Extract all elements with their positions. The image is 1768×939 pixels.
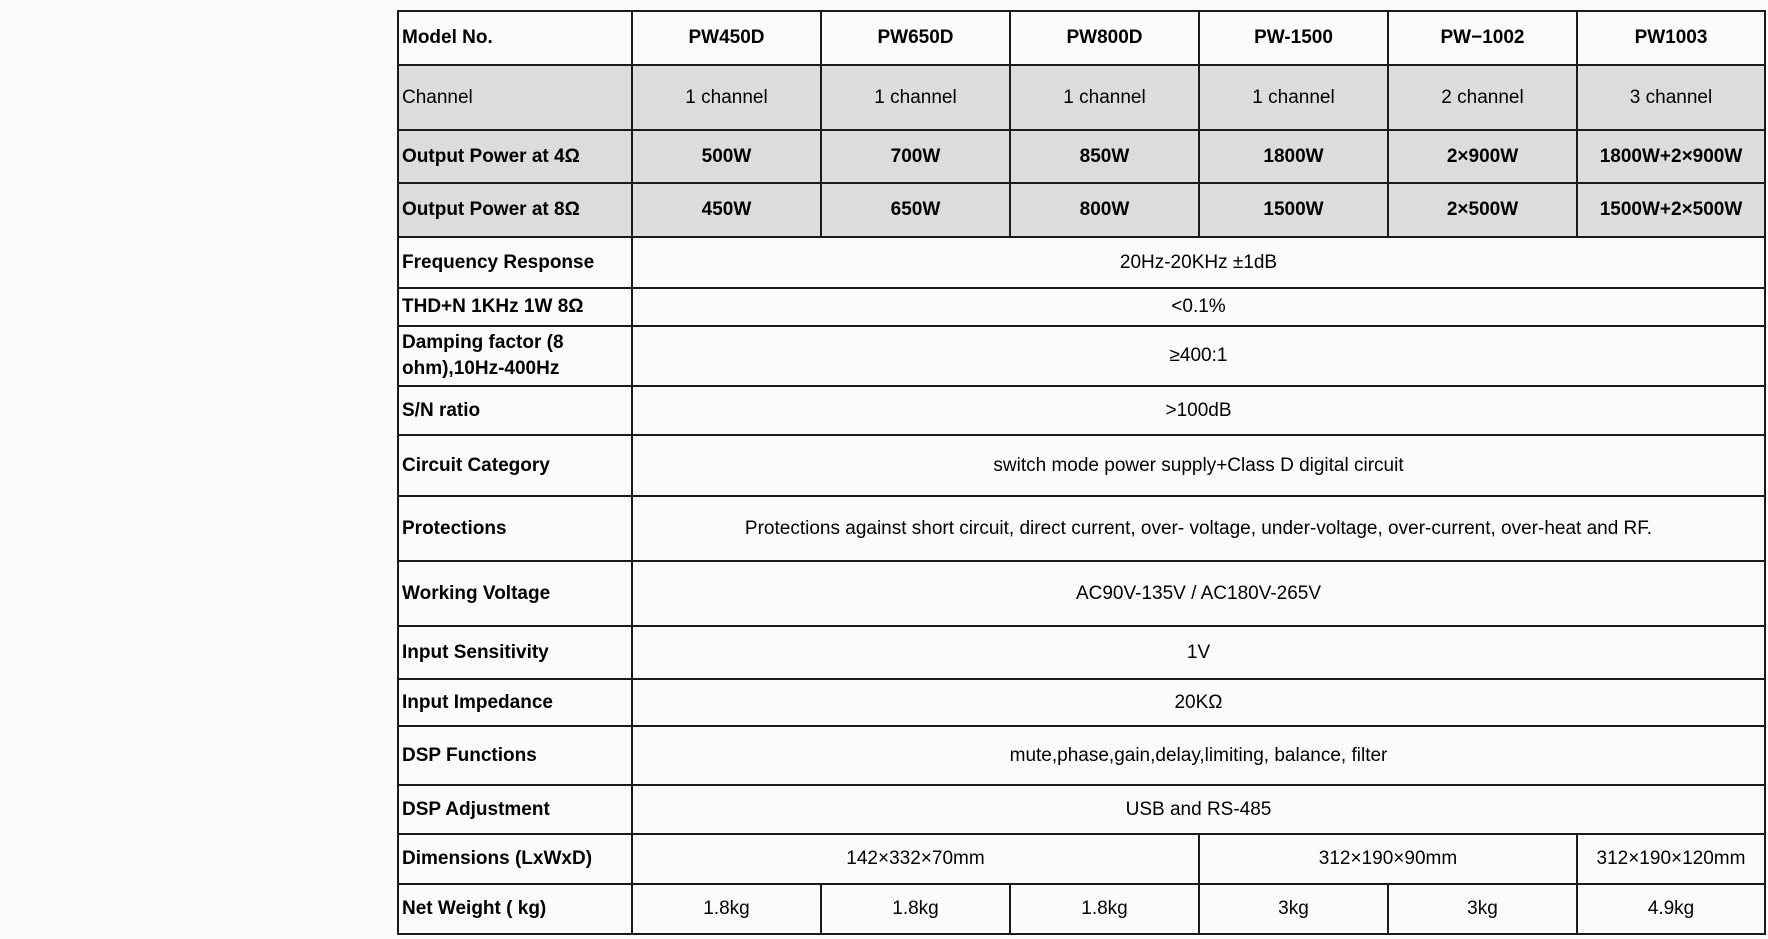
dimensions-value: 312×190×90mm — [1199, 834, 1577, 884]
row-dsp-adjustment — [398, 785, 1765, 834]
channel-cell: 1 channel — [821, 65, 1010, 130]
power4-cell: 1800W — [1199, 130, 1388, 183]
row-protections — [398, 496, 1765, 561]
channel-cell: 1 channel — [632, 65, 821, 130]
channel-cell: 3 channel — [1577, 65, 1765, 130]
circuit-value: switch mode power supply+Class D digital circuit — [632, 435, 1765, 496]
dimensions-label: Dimensions (LxWxD) — [398, 834, 632, 884]
model-pw800d: PW800D — [1010, 11, 1199, 65]
power8-cell: 1500W+2×500W — [1577, 183, 1765, 237]
power4-cell: 850W — [1010, 130, 1199, 183]
channel-cell: 1 channel — [1199, 65, 1388, 130]
impedance-label: Input Impedance — [398, 679, 632, 726]
power8-cell: 800W — [1010, 183, 1199, 237]
impedance-value: 20KΩ — [632, 679, 1765, 726]
weight-cell: 3kg — [1388, 884, 1577, 934]
row-frequency-response — [398, 237, 1765, 288]
dsp-adjust-value: USB and RS-485 — [632, 785, 1765, 834]
model-pw1003: PW1003 — [1577, 11, 1765, 65]
sensitivity-label: Input Sensitivity — [398, 626, 632, 679]
row-input-sensitivity — [398, 626, 1765, 679]
row-thd — [398, 288, 1765, 326]
row-power-4ohm — [398, 130, 1765, 183]
row-model — [398, 11, 1765, 65]
freq-label: Frequency Response — [398, 237, 632, 288]
weight-label: Net Weight ( kg) — [398, 884, 632, 934]
weight-cell: 1.8kg — [821, 884, 1010, 934]
row-channel — [398, 65, 1765, 130]
thd-value: <0.1% — [632, 288, 1765, 326]
voltage-value: AC90V-135V / AC180V-265V — [632, 561, 1765, 626]
dimensions-value: 312×190×120mm — [1577, 834, 1765, 884]
row-sn-ratio — [398, 386, 1765, 435]
protections-value: Protections against short circuit, direct current, over- voltage, under-voltage, over-current, over-heat and RF. — [632, 496, 1765, 561]
damping-value: ≥400:1 — [632, 326, 1765, 386]
power8-cell: 650W — [821, 183, 1010, 237]
row-working-voltage — [398, 561, 1765, 626]
sn-value: >100dB — [632, 386, 1765, 435]
row-damping — [398, 326, 1765, 386]
dsp-adjust-label: DSP Adjustment — [398, 785, 632, 834]
channel-label: Channel — [398, 65, 632, 130]
row-dimensions — [398, 834, 1765, 884]
dsp-functions-value: mute,phase,gain,delay,limiting, balance, filter — [632, 726, 1765, 785]
row-circuit — [398, 435, 1765, 496]
model-pw450d: PW450D — [632, 11, 821, 65]
dsp-functions-label: DSP Functions — [398, 726, 632, 785]
channel-cell: 2 channel — [1388, 65, 1577, 130]
circuit-label: Circuit Category — [398, 435, 632, 496]
weight-cell: 1.8kg — [632, 884, 821, 934]
weight-cell: 4.9kg — [1577, 884, 1765, 934]
sensitivity-value: 1V — [632, 626, 1765, 679]
power4-label: Output Power at 4Ω — [398, 130, 632, 183]
model-label: Model No. — [398, 11, 632, 65]
row-input-impedance — [398, 679, 1765, 726]
model-pw1002: PW−1002 — [1388, 11, 1577, 65]
weight-cell: 1.8kg — [1010, 884, 1199, 934]
sn-label: S/N ratio — [398, 386, 632, 435]
power8-cell: 450W — [632, 183, 821, 237]
power8-cell: 1500W — [1199, 183, 1388, 237]
damping-label: Damping factor (8 ohm),10Hz-400Hz — [398, 326, 632, 386]
model-pw1500: PW-1500 — [1199, 11, 1388, 65]
channel-cell: 1 channel — [1010, 65, 1199, 130]
power4-cell: 700W — [821, 130, 1010, 183]
row-dsp-functions — [398, 726, 1765, 785]
row-power-8ohm — [398, 183, 1765, 237]
power8-label: Output Power at 8Ω — [398, 183, 632, 237]
power4-cell: 500W — [632, 130, 821, 183]
dimensions-value: 142×332×70mm — [632, 834, 1199, 884]
protections-label: Protections — [398, 496, 632, 561]
spec-table — [397, 10, 1766, 935]
power4-cell: 2×900W — [1388, 130, 1577, 183]
model-pw650d: PW650D — [821, 11, 1010, 65]
power8-cell: 2×500W — [1388, 183, 1577, 237]
freq-value: 20Hz-20KHz ±1dB — [632, 237, 1765, 288]
row-net-weight — [398, 884, 1765, 934]
power4-cell: 1800W+2×900W — [1577, 130, 1765, 183]
voltage-label: Working Voltage — [398, 561, 632, 626]
thd-label: THD+N 1KHz 1W 8Ω — [398, 288, 632, 326]
weight-cell: 3kg — [1199, 884, 1388, 934]
